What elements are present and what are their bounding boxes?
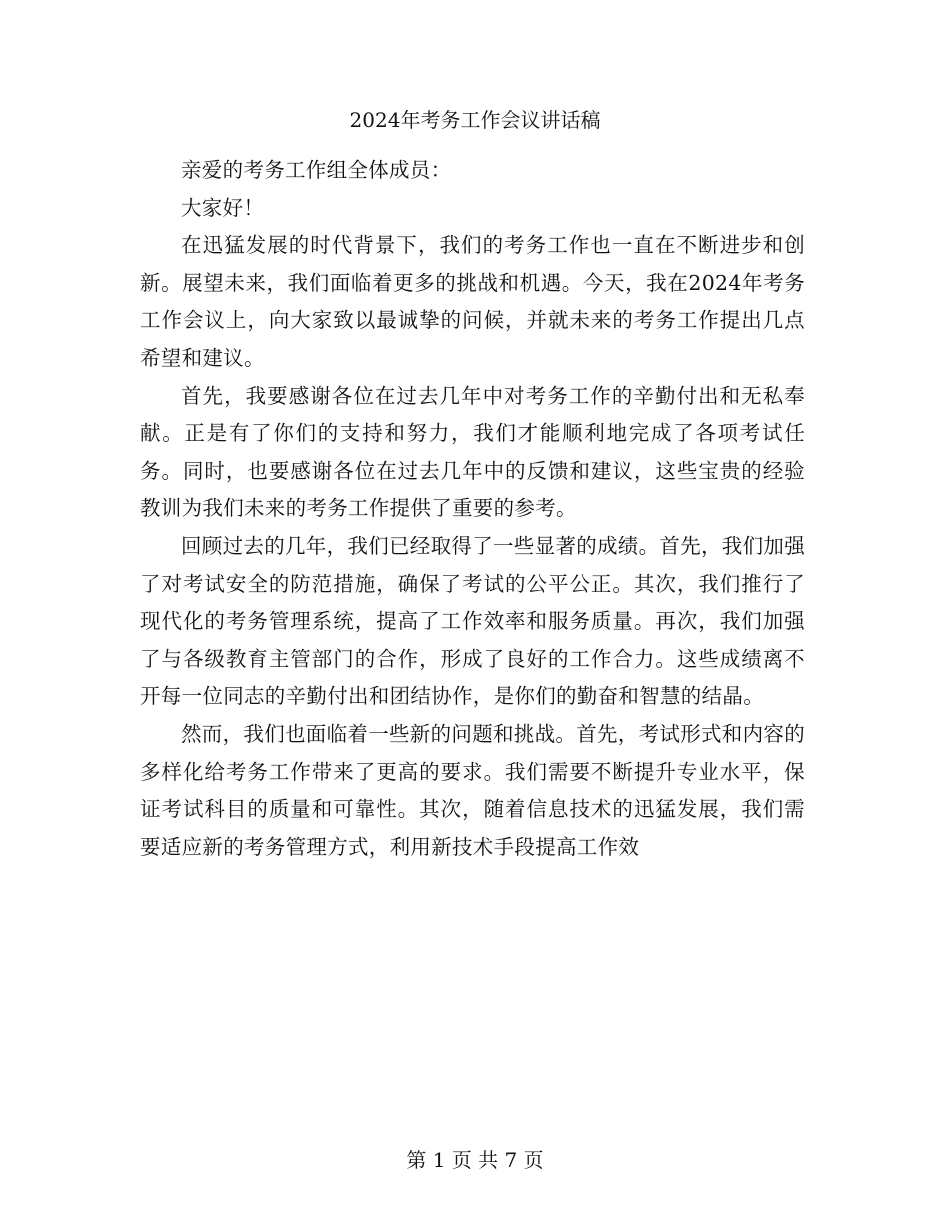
paragraph-intro: 在迅猛发展的时代背景下，我们的考务工作也一直在不断进步和创新。展望未来，我们面临着更多的挑战和机遇。今天，我在2024年考务工作会议上，向大家致以最诚挚的问候，并就未来的考务工作提出几点希望和建议。 (140, 233, 805, 370)
paragraph-challenges: 然而，我们也面临着一些新的问题和挑战。首先，考试形式和内容的多样化给考务工作带来了更高的要求。我们需要不断提升专业水平，保证考试科目的质量和可靠性。其次，随着信息技术的迅猛发展，我们需要适应新的考务管理方式，利用新技术手段提高工作效 (140, 721, 805, 859)
greeting: 大家好！ (181, 195, 265, 220)
page-number-label: 第 1 页 共 7 页 (406, 1148, 544, 1172)
document-title: 2024年考务工作会议讲话稿 (349, 108, 601, 132)
page-footer (0, 1146, 950, 1174)
paragraph-thanks: 首先，我要感谢各位在过去几年中对考务工作的辛勤付出和无私奉献。正是有了你们的支持和努力，我们才能顺利地完成了各项考试任务。同时，也要感谢各位在过去几年中的反馈和建议，这些宝贵的经验教训为我们未来的考务工作提供了重要的参考。 (140, 383, 805, 521)
document-body (140, 152, 805, 866)
salutation: 亲爱的考务工作组全体成员： (181, 158, 452, 182)
paragraph-review: 回顾过去的几年，我们已经取得了一些显著的成绩。首先，我们加强了对考试安全的防范措施，确保了考试的公平公正。其次，我们推行了现代化的考务管理系统，提高了工作效率和服务质量。再次，我们加强了与各级教育主管部门的合作，形成了良好的工作合力。这些成绩离不开每一位同志的辛勤付出和团结协作，是你们的勤奋和智慧的结晶。 (140, 533, 805, 709)
